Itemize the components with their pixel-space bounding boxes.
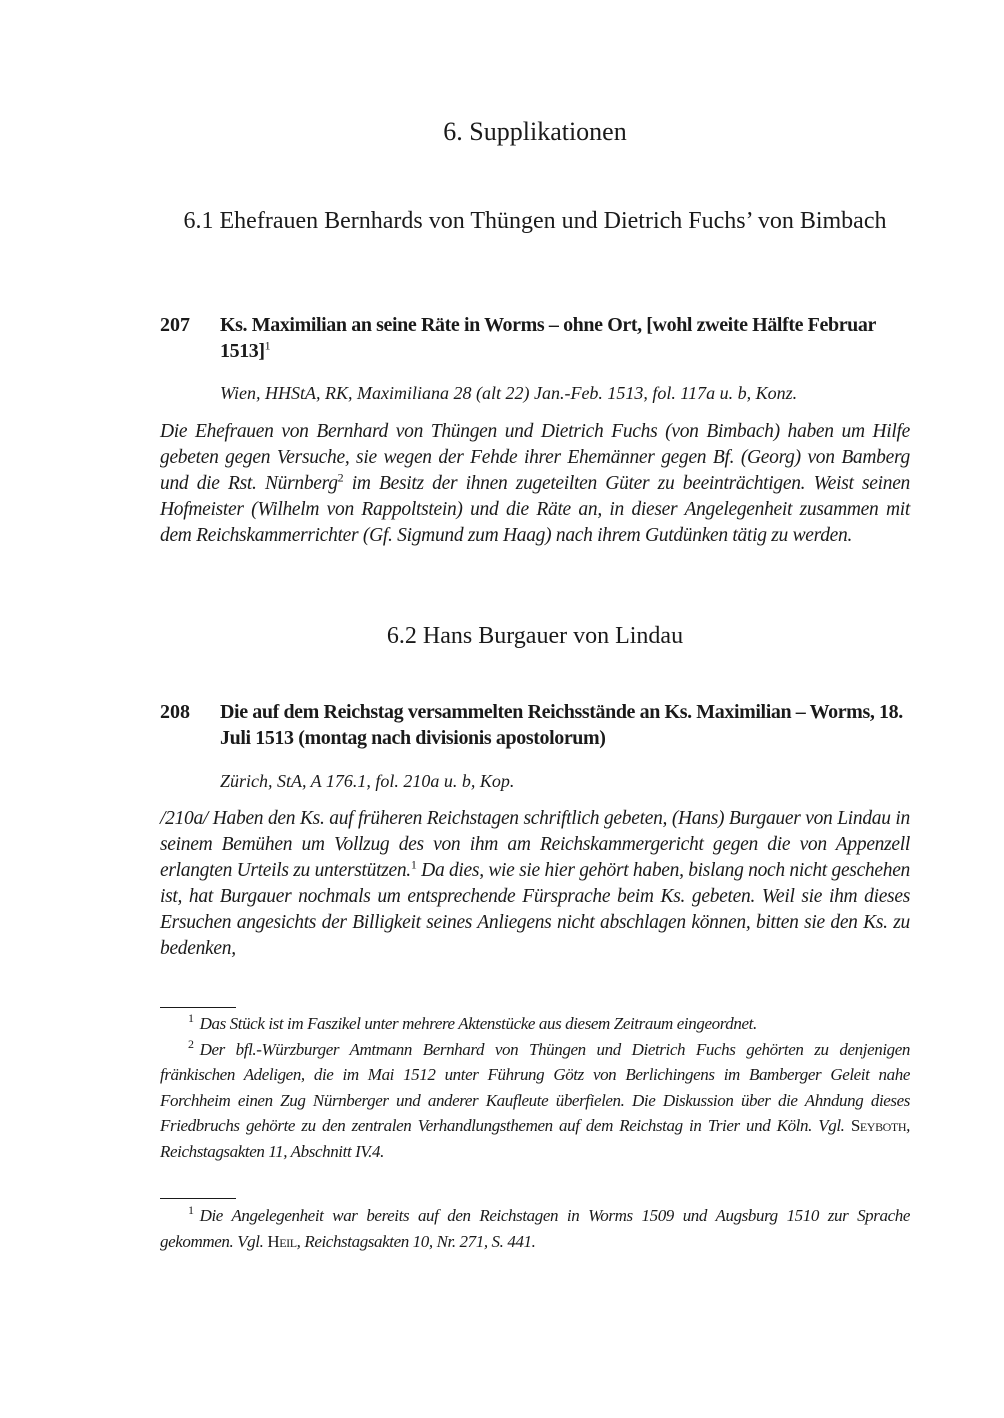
footnote-ref[interactable]: 1	[410, 857, 417, 872]
section-heading-6-2: 6.2 Hans Burgauer von Lindau	[386, 623, 684, 649]
entry-208-source: Zürich, StA, A 176.1, fol. 210a u. b, Kop.	[220, 771, 515, 791]
footnote-ref[interactable]: 2	[337, 470, 344, 485]
entry-title: Ks. Maximilian an seine Räte in Worms – ohne Ort, [wohl zweite Hälfte Februar 1513]$^1$	[220, 314, 876, 362]
footnote: $^1$ Das Stück ist im Faszikel unter mehrere Aktenstücke aus diesem Zeitraum eingeordnet.	[188, 1011, 757, 1033]
entry-207-heading	[160, 312, 910, 364]
entry-208-summary: /210a/ Haben den Ks. auf früheren Reichstagen schriftlich gebeten, (Hans) Burgauer von Lindau in seinem Bemühen um Vollzug des von ihm am Reichskammergericht gegen die von Appenzell erlangten Urteils zu unterstützen.$^1$ Da dies, wie sie hier gehört haben, bislang noch nicht geschehen ist, hat Burgauer nochmals um entsprechende Fürsprache beim Ks. gebeten. Weil sie ihm dieses Ersuchen angesichts der Billigkeit seines Anliegens nicht abschlagen können, bitten sie den Ks. zu bedenken,	[160, 808, 910, 959]
entry-208-heading	[160, 699, 910, 751]
entry-title: Die auf dem Reichstag versammelten Reichsstände an Ks. Maximilian – Worms, 18. Juli 1513 (montag nach divisionis apostolorum)	[220, 701, 903, 749]
footnote: $^1$ Die Angelegenheit war bereits auf den Reichstagen in Worms 1509 und Augsburg 1510 zur Sprache gekommen. Vgl. Heil, Reichstagsakten 10, Nr. 271, S. 441.	[160, 1203, 910, 1251]
entry-number: 207	[160, 314, 190, 336]
entry-number: 208	[160, 701, 190, 723]
footnote-divider	[160, 1007, 236, 1008]
footnote-divider	[160, 1198, 236, 1199]
author-name: Heil	[267, 1231, 297, 1251]
entry-207-summary: Die Ehefrauen von Bernhard von Thüngen und Dietrich Fuchs (von Bimbach) haben um Hilfe gebeten gegen Versuche, sie wegen der Fehde ihrer Ehemänner gegen Bf. (Georg) von Bamberg und die Rst. Nürnberg$^2$ im Besitz der ihnen zugeteilten Güter zu beeinträchtigen. Weist seinen Hofmeister (Wilhelm von Rappoltstein) und die Räte an, in dieser Angelegenheit zusammen mit dem Reichskammerrichter (Gf. Sigmund zum Haag) nach ihrem Gutdünken tätig zu werden.	[160, 421, 910, 546]
footnote-ref[interactable]: 1	[264, 338, 271, 353]
entry-207-source: Wien, HHStA, RK, Maximiliana 28 (alt 22) Jan.-Feb. 1513, fol. 117a u. b, Konz.	[220, 383, 798, 403]
footnotes-block-2	[160, 1203, 910, 1254]
footnotes-block-1	[160, 1011, 910, 1164]
footnote: $^2$ Der bfl.-Würzburger Amtmann Bernhard von Thüngen und Dietrich Fuchs gehörten zu denjenigen fränkischen Adeligen, die im Mai 1512 unter Führung Götz von Berlichingens im Bamberger Geleit nahe Forchheim einen Zug Nürnberger und anderer Kaufleute überfielen. Die Diskussion über die Ahndung dieses Friedbruchs gehörte zu den zentralen Verhandlungsthemen auf dem Reichstag in Trier und Köln. Vgl. Seyboth, Reichstagsakten 11, Abschnitt IV.4.	[160, 1036, 910, 1161]
chapter-title: 6. Supplikationen	[443, 117, 627, 146]
author-name: Seyboth	[850, 1116, 907, 1135]
section-heading-6-1: 6.1 Ehefrauen Bernhards von Thüngen und Dietrich Fuchs’ von Bimbach	[183, 208, 887, 234]
